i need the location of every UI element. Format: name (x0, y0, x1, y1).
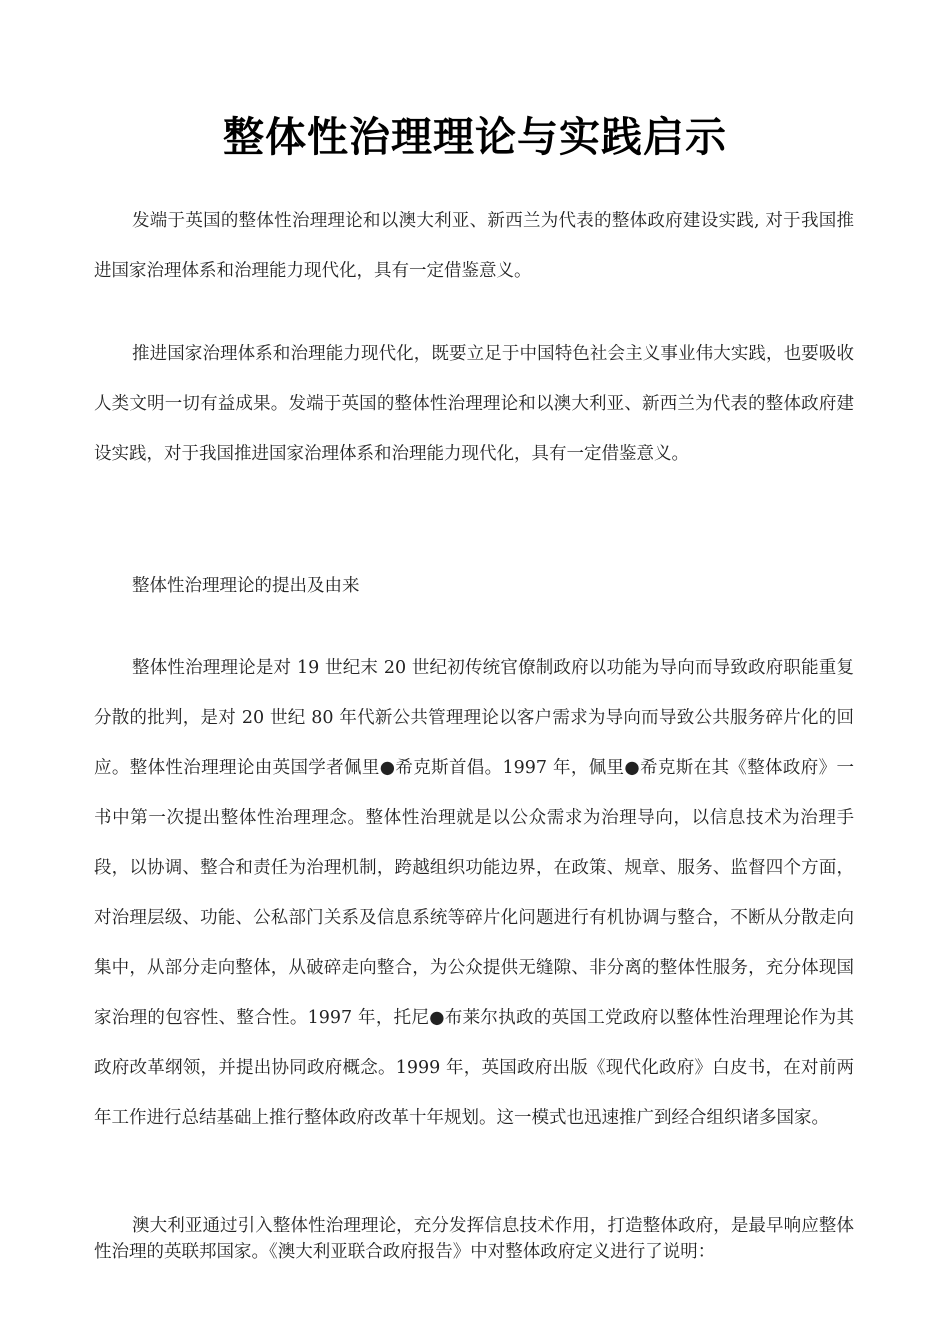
document-title: 整体性治理理论与实践启示 (223, 113, 727, 162)
paragraph-intro: 发端于英国的整体性治理理论和以澳大利亚、新西兰为代表的整体政府建设实践, 对于我国推进国家治理体系和治理能力现代化，具有一定借鉴意义。 (94, 211, 854, 281)
section-heading: 整体性治理理论的提出及由来 (132, 576, 360, 596)
paragraph-australia: 澳大利亚通过引入整体性治理理论，充分发挥信息技术作用，打造整体政府，是最早响应整体性治理的英联邦国家。《澳大利亚联合政府报告》中对整体政府定义进行了说明： (94, 1216, 854, 1262)
paragraph-theory-origin: 整体性治理理论是对 19 世纪末 20 世纪初传统官僚制政府以功能为导向而导致政府职能重复分散的批判，是对 20 世纪 80 年代新公共管理理论以客户需求为导向而导致公共服务碎片化的回应。整体性治理理论由英国学者佩里●希克斯首倡。1997 年，佩里●希克斯在其《整体政府》一书中第一次提出整体性治理理念。整体性治理就是以公众需求为治理导向，以信息技术为治理手段，以协调、整合和责任为治理机制，跨越组织功能边界，在政策、规章、服务、监督四个方面，对治理层级、功能、公私部门关系及信息系统等碎片化问题进行有机协调与整合，不断从分散走向集中，从部分走向整体，从破碎走向整合，为公众提供无缝隙、非分离的整体性服务，充分体现国家治理的包容性、整合性。1997 年，托尼●布莱尔执政的英国工党政府以整体性治理理论作为其政府改革纲领，并提出协同政府概念。1999 年，英国政府出版《现代化政府》白皮书，在对前两年工作进行总结基础上推行整体政府改革十年规划。这一模式也迅速推广到经合组织诸多国家。 (94, 658, 854, 1128)
paragraph-background: 推进国家治理体系和治理能力现代化，既要立足于中国特色社会主义事业伟大实践，也要吸收人类文明一切有益成果。发端于英国的整体性治理理论和以澳大利亚、新西兰为代表的整体政府建设实践，对于我国推进国家治理体系和治理能力现代化，具有一定借鉴意义。 (94, 344, 854, 464)
